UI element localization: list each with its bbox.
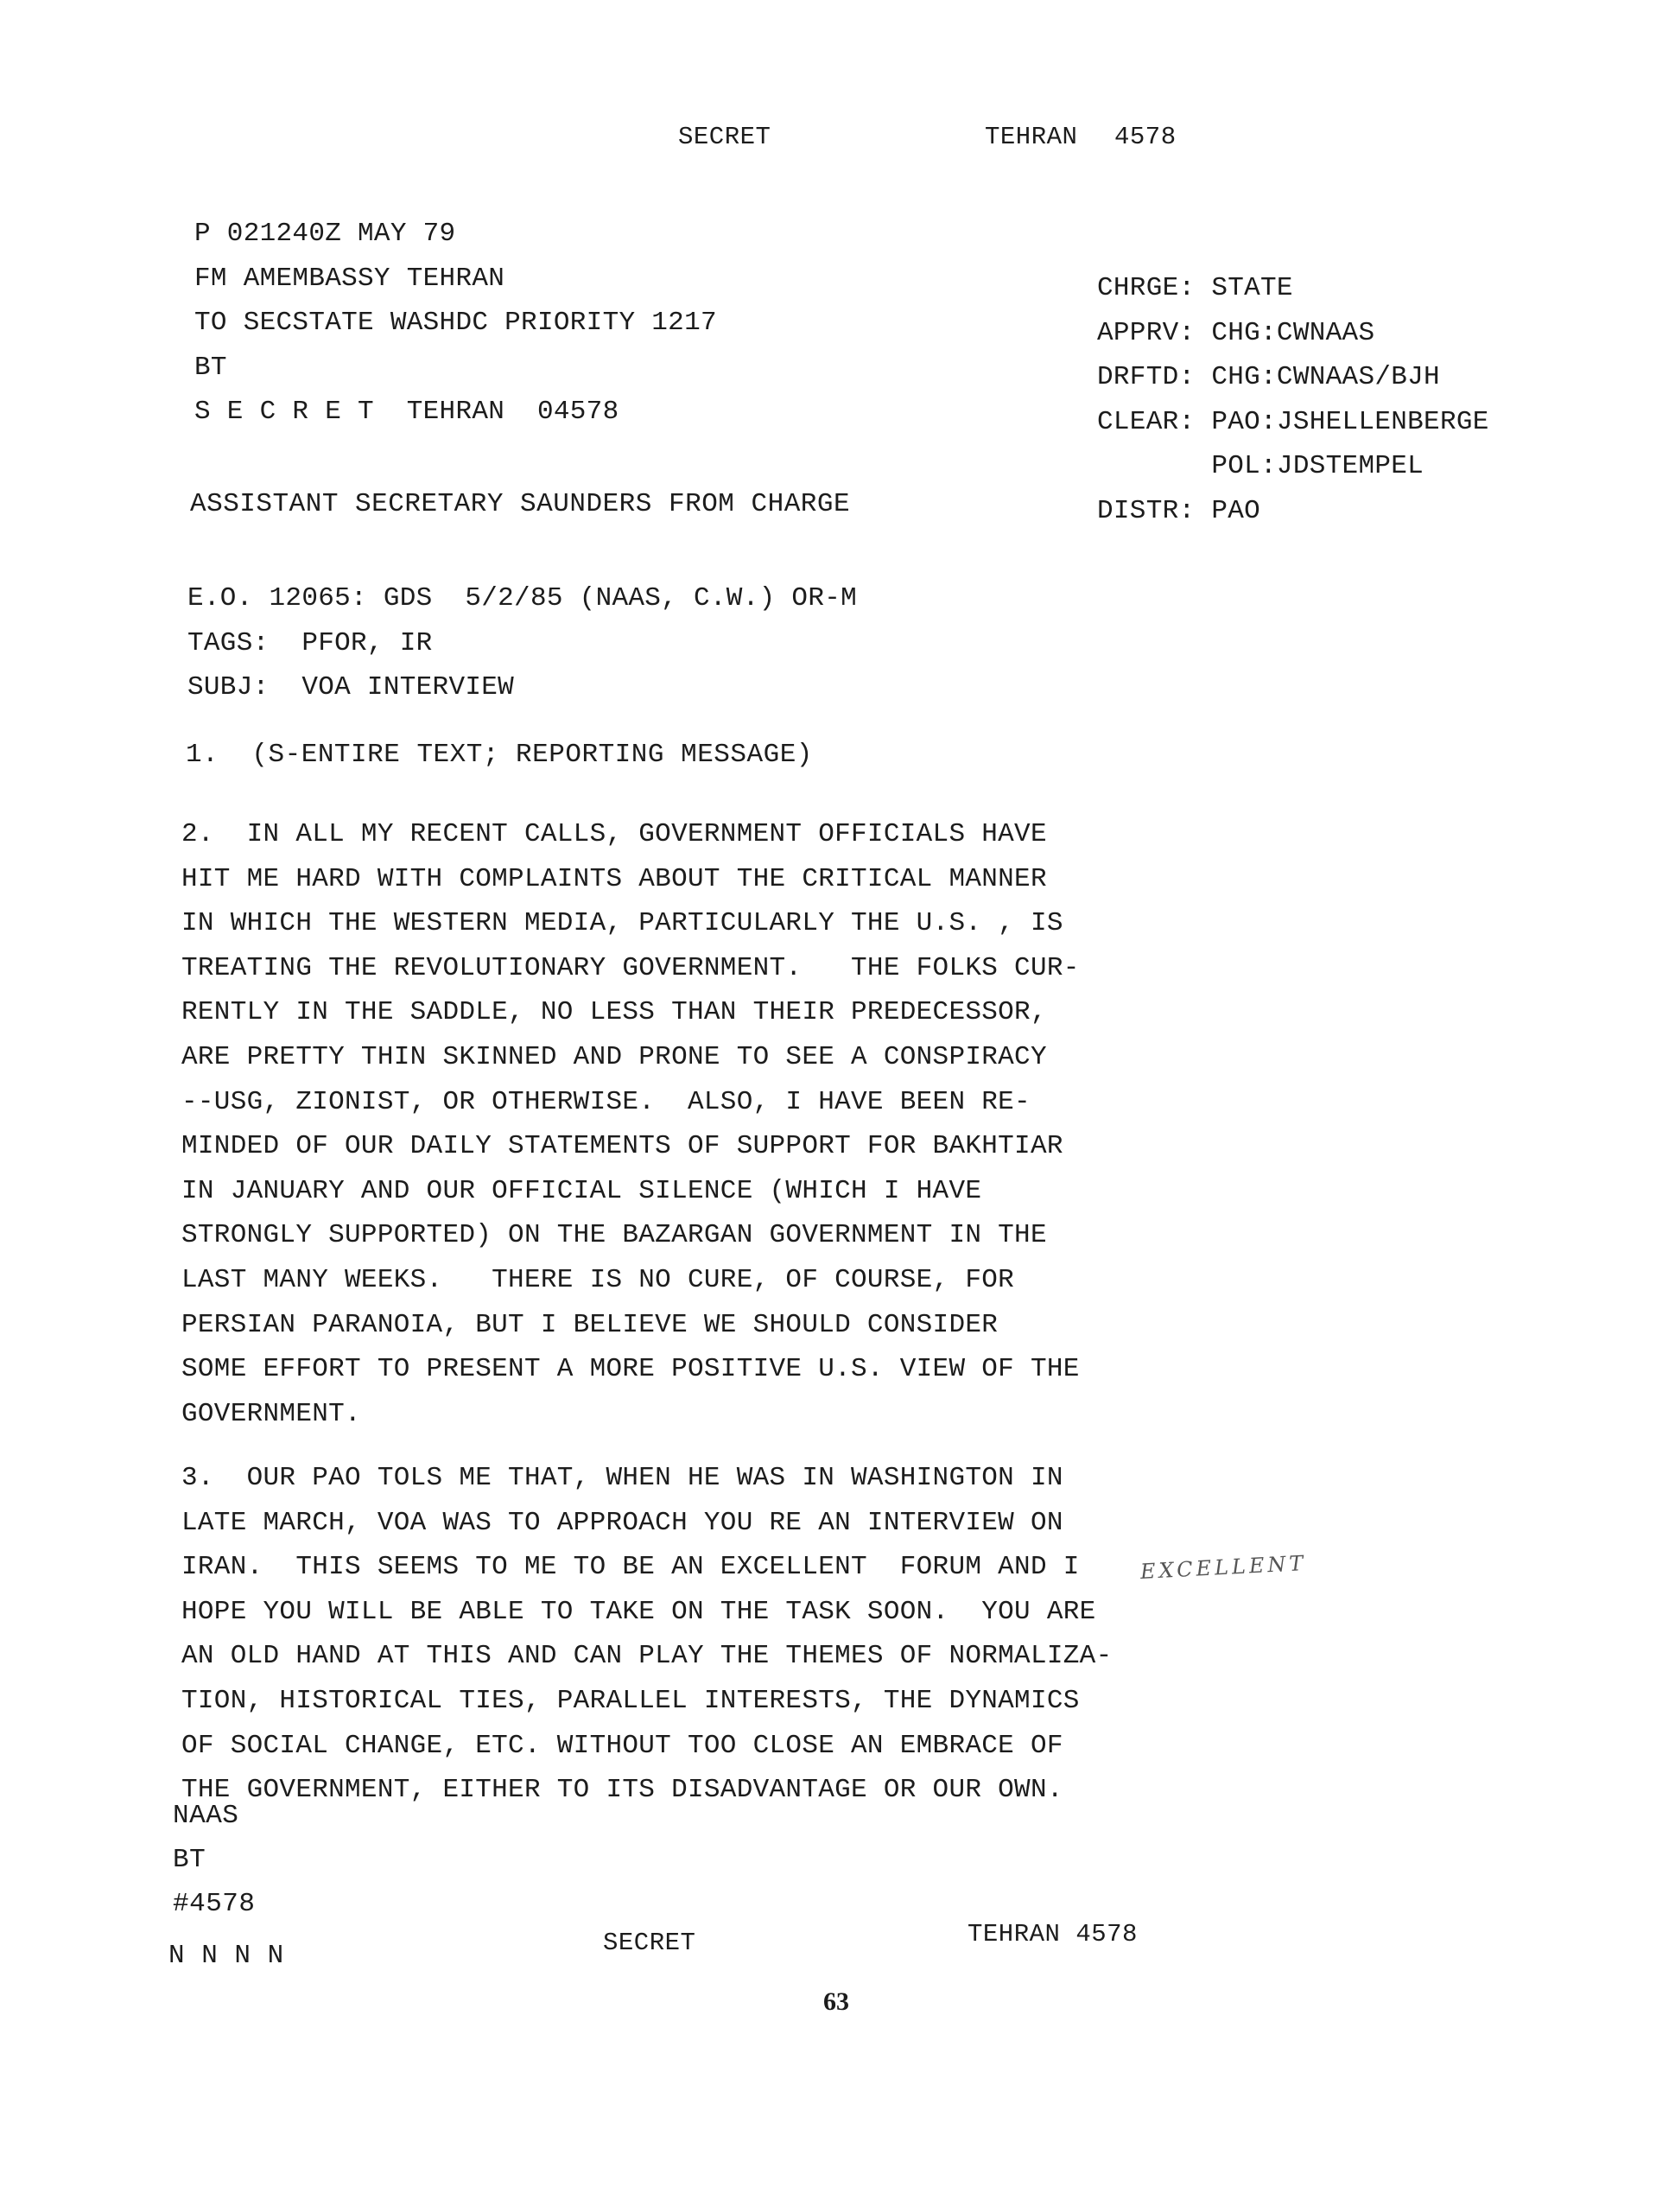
page-number: 63 bbox=[823, 1987, 849, 2016]
header-classification: SECRET bbox=[678, 123, 771, 151]
paragraph-line: TREATING THE REVOLUTIONARY GOVERNMENT. THE FOLKS CUR- bbox=[181, 952, 1080, 983]
routing-block bbox=[194, 212, 717, 435]
clearance-line: CHRGE: STATE bbox=[1097, 273, 1293, 303]
paragraph-line: HOPE YOU WILL BE ABLE TO TAKE ON THE TASK SOON. YOU ARE bbox=[181, 1596, 1096, 1627]
paragraph-line: PERSIAN PARANOIA, BUT I BELIEVE WE SHOULD CONSIDER bbox=[181, 1309, 999, 1340]
paragraph-line: OF SOCIAL CHANGE, ETC. WITHOUT TOO CLOSE AN EMBRACE OF bbox=[181, 1730, 1063, 1761]
paragraph-1: 1. (S-ENTIRE TEXT; REPORTING MESSAGE) bbox=[186, 740, 813, 770]
paragraph-line: LAST MANY WEEKS. THERE IS NO CURE, OF COURSE, FOR bbox=[181, 1264, 1015, 1295]
header-number: 4578 bbox=[1114, 123, 1177, 151]
clearance-line: DRFTD: CHG:CWNAAS/BJH bbox=[1097, 362, 1440, 393]
paragraph-2 bbox=[181, 812, 1080, 1436]
paragraph-line: STRONGLY SUPPORTED) ON THE BAZARGAN GOVERNMENT IN THE bbox=[181, 1220, 1047, 1251]
paragraph-line: THE GOVERNMENT, EITHER TO ITS DISADVANTAGE OR OUR OWN. bbox=[181, 1775, 1063, 1806]
handwritten-annotation: EXCELLENT bbox=[1139, 1550, 1308, 1585]
routing-line: S E C R E T TEHRAN 04578 bbox=[194, 397, 619, 428]
header-reference: TEHRAN bbox=[985, 123, 1078, 151]
paragraph-line: RENTLY IN THE SADDLE, NO LESS THAN THEIR PREDECESSOR, bbox=[181, 997, 1047, 1028]
meta-line: E.O. 12065: GDS 5/2/85 (NAAS, C.W.) OR-M bbox=[187, 583, 858, 613]
routing-line: BT bbox=[194, 352, 227, 383]
clearance-line: APPRV: CHG:CWNAAS bbox=[1097, 317, 1375, 348]
closing-nnnn: N N N N bbox=[168, 1941, 284, 1971]
paragraph-line: SOME EFFORT TO PRESENT A MORE POSITIVE U.S. VIEW OF THE bbox=[181, 1354, 1080, 1385]
routing-line: TO SECSTATE WASHDC PRIORITY 1217 bbox=[194, 308, 717, 339]
clearance-block bbox=[1097, 266, 1489, 534]
paragraph-line: IRAN. THIS SEEMS TO ME TO BE AN EXCELLENT FORUM AND I bbox=[181, 1552, 1080, 1583]
closing-bt: BT bbox=[173, 1845, 206, 1875]
meta-line: TAGS: PFOR, IR bbox=[187, 627, 433, 658]
paragraph-line: IN JANUARY AND OUR OFFICIAL SILENCE (WHICH I HAVE bbox=[181, 1175, 982, 1206]
meta-line: SUBJ: VOA INTERVIEW bbox=[187, 672, 515, 703]
closing-number: #4578 bbox=[173, 1889, 256, 1919]
footer-reference: TEHRAN 4578 bbox=[968, 1920, 1138, 1948]
signature-naas: NAAS bbox=[173, 1801, 239, 1831]
clearance-line: DISTR: PAO bbox=[1097, 495, 1261, 526]
paragraph-line: 2. IN ALL MY RECENT CALLS, GOVERNMENT OFFICIALS HAVE bbox=[181, 819, 1047, 849]
paragraph-line: ARE PRETTY THIN SKINNED AND PRONE TO SEE A CONSPIRACY bbox=[181, 1041, 1047, 1072]
paragraph-3 bbox=[181, 1456, 1113, 1813]
paragraph-line: IN WHICH THE WESTERN MEDIA, PARTICULARLY THE U.S. , IS bbox=[181, 908, 1063, 939]
paragraph-line: 3. OUR PAO TOLS ME THAT, WHEN HE WAS IN WASHINGTON IN bbox=[181, 1463, 1063, 1493]
paragraph-line: --USG, ZIONIST, OR OTHERWISE. ALSO, I HAVE BEEN RE- bbox=[181, 1086, 1031, 1117]
paragraph-line: HIT ME HARD WITH COMPLAINTS ABOUT THE CRITICAL MANNER bbox=[181, 863, 1047, 894]
routing-line: P 021240Z MAY 79 bbox=[194, 219, 456, 249]
paragraph-line: LATE MARCH, VOA WAS TO APPROACH YOU RE AN INTERVIEW ON bbox=[181, 1507, 1063, 1538]
addressee-line: ASSISTANT SECRETARY SAUNDERS FROM CHARGE bbox=[190, 489, 851, 519]
meta-block bbox=[187, 576, 857, 710]
paragraph-line: MINDED OF OUR DAILY STATEMENTS OF SUPPORT FOR BAKHTIAR bbox=[181, 1131, 1063, 1162]
paragraph-line: AN OLD HAND AT THIS AND CAN PLAY THE THEMES OF NORMALIZA- bbox=[181, 1641, 1113, 1672]
clearance-line: CLEAR: PAO:JSHELLENBERGE bbox=[1097, 406, 1489, 437]
paragraph-line: TION, HISTORICAL TIES, PARALLEL INTERESTS, THE DYNAMICS bbox=[181, 1685, 1080, 1716]
paragraph-line: GOVERNMENT. bbox=[181, 1398, 361, 1429]
routing-line: FM AMEMBASSY TEHRAN bbox=[194, 263, 505, 294]
footer-classification: SECRET bbox=[603, 1929, 696, 1957]
clearance-line: POL:JDSTEMPEL bbox=[1097, 451, 1424, 482]
